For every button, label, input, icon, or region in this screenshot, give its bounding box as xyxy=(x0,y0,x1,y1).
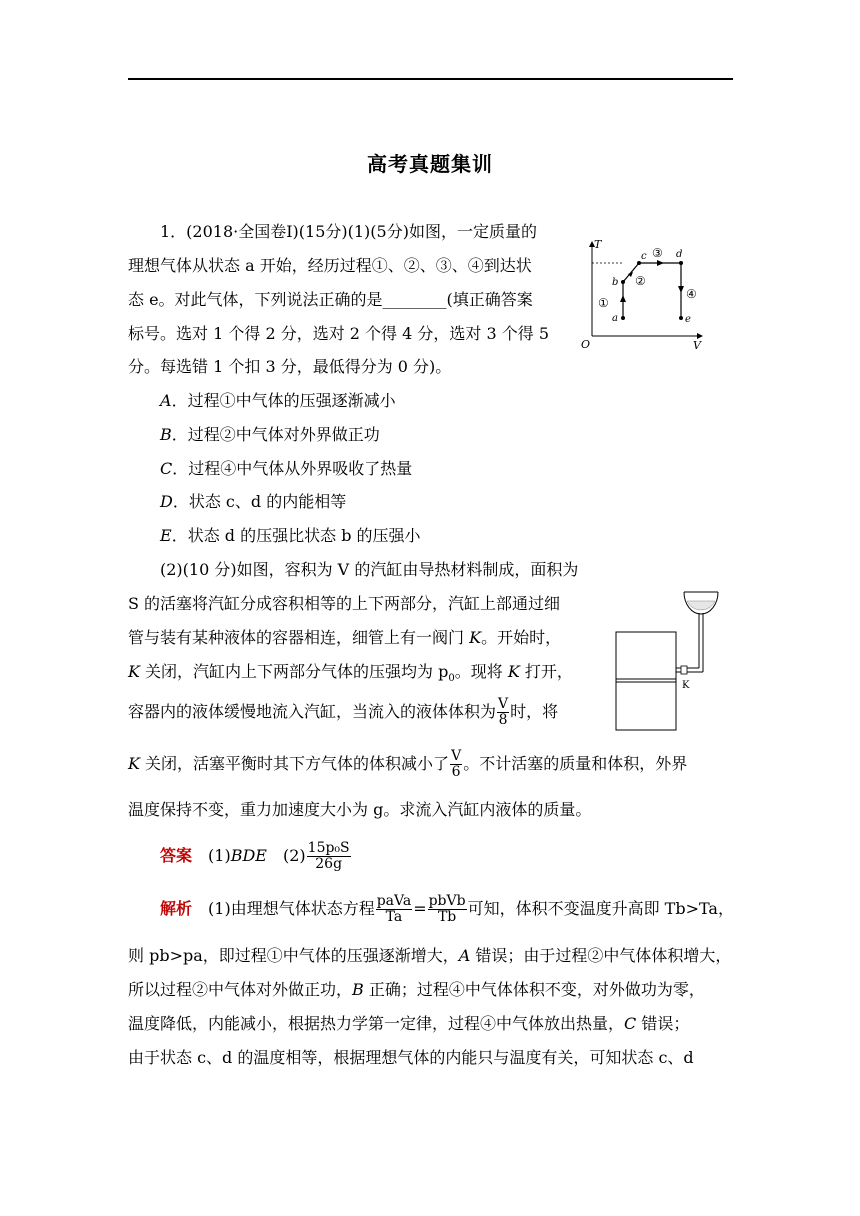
label-e: e xyxy=(685,314,691,325)
arrow-1 xyxy=(620,295,626,302)
q2-line-1: (2)(10 分)如图，容积为 V 的汽缸由导热材料制成，面积为 xyxy=(160,560,579,579)
point-d xyxy=(679,261,683,265)
fraction-v-over-8: $\frac{V}{8}$ xyxy=(498,696,509,728)
q1-line-3: 态 e。对此气体，下列说法正确的是________(填正确答案 xyxy=(128,290,533,309)
q2-line-4: K 关闭，汽缸内上下两部分气体的压强均为 $p_0$。现将 K 打开， xyxy=(128,662,573,685)
label-d: d xyxy=(676,249,683,260)
q1-option-c: C．过程④中气体从外界吸收了热量 xyxy=(160,459,413,478)
q1-line-2: 理想气体从状态 a 开始，经历过程①、②、③、④到达状 xyxy=(128,256,532,275)
label-b: b xyxy=(612,277,619,288)
cylinder xyxy=(616,632,676,730)
analysis-line-2: 则 pb>pa，即过程①中气体的压强逐渐增大，A 错误；由于过程②中气体体积增大， xyxy=(128,946,732,965)
q2-line-6: K 关闭，活塞平衡时其下方气体的体积减小了 $\frac{V}{6}$ 。不计活塞的质量和体积，外界 xyxy=(128,748,688,780)
answer-fraction: $\frac{\text{15p₀S}}{26g}$ xyxy=(307,840,350,872)
q2-line-5: 容器内的液体缓慢地流入汽缸，当流入的液体体积为 $\frac{V}{8}$ 时，将 xyxy=(128,696,559,728)
q1-option-d: D．状态 c、d 的内能相等 xyxy=(160,492,347,511)
q1-line-5: 分。每选错 1 个扣 3 分，最低得分为 0 分)。 xyxy=(128,357,452,376)
fraction-state-a: $\frac{\text{paVa}}{Ta}$ xyxy=(376,893,412,925)
label-c: c xyxy=(641,251,647,262)
label-step-1: ① xyxy=(598,296,609,310)
analysis-line-5: 由于状态 c、d 的温度相等，根据理想气体的内能只与温度有关，可知状态 c、d xyxy=(128,1048,694,1067)
valve-k xyxy=(681,666,687,674)
point-e xyxy=(679,316,683,320)
point-a xyxy=(621,316,625,320)
fraction-v-over-6: $\frac{V}{6}$ xyxy=(451,748,462,780)
q1-option-e: E．状态 d 的压强比状态 b 的压强小 xyxy=(160,526,421,545)
label-step-4: ④ xyxy=(686,287,697,301)
analysis-line-1: 解析 (1)由理想气体状态方程 $\frac{\text{paVa}}{Ta}$ = $\frac{\text{pbVb}}{Tb}$ 可知，体积不变温度升高即 Tb>Ta， xyxy=(160,893,734,925)
q1-option-b: B．过程②中气体对外界做正功 xyxy=(160,425,380,444)
answer-line: 答案 (1)BDE (2) $\frac{\text{15p₀S}}{26g}$ xyxy=(160,840,350,872)
analysis-line-3: 所以过程②中气体对外做正功，B 正确；过程④中气体体积不变，对外做功为零， xyxy=(128,980,705,999)
q2-line-3: 管与装有某种液体的容器相连，细管上有一阀门 K。开始时， xyxy=(128,628,562,647)
valve-label: K xyxy=(682,680,690,691)
label-step-3: ③ xyxy=(652,246,663,260)
q1-line-4: 标号。选对 1 个得 2 分，选对 2 个得 4 分，选对 3 个得 5 xyxy=(128,324,550,343)
analysis-label: 解析 xyxy=(160,899,193,918)
cylinder-diagram xyxy=(610,584,735,734)
fraction-state-b: $\frac{\text{pbVb}}{Tb}$ xyxy=(428,893,466,925)
header-rule xyxy=(128,78,733,80)
origin-label: O xyxy=(581,338,591,351)
page-title: 高考真题集训 xyxy=(367,152,493,176)
q2-line-7: 温度保持不变，重力加速度大小为 g。求流入汽缸内液体的质量。 xyxy=(128,800,592,819)
q1-option-a: A．过程①中气体的压强逐渐减小 xyxy=(160,391,396,410)
tv-diagram xyxy=(575,232,715,352)
arrow-4 xyxy=(678,286,684,293)
q2-line-2: S 的活塞将汽缸分成容积相等的上下两部分，汽缸上部通过细 xyxy=(128,594,561,613)
label-a: a xyxy=(612,313,618,324)
answer-label: 答案 xyxy=(160,846,193,865)
analysis-line-4: 温度降低，内能减小，根据热力学第一定律，过程④中气体放出热量，C 错误； xyxy=(128,1014,690,1033)
t-axis-label: T xyxy=(594,238,602,251)
arrow-3 xyxy=(657,260,664,266)
q1-line-1: 1．(2018·全国卷Ⅰ)(15分)(1)(5分)如图，一定质量的 xyxy=(160,222,537,241)
label-step-2: ② xyxy=(635,274,646,288)
point-b xyxy=(621,280,625,284)
v-axis-label: V xyxy=(693,339,701,352)
